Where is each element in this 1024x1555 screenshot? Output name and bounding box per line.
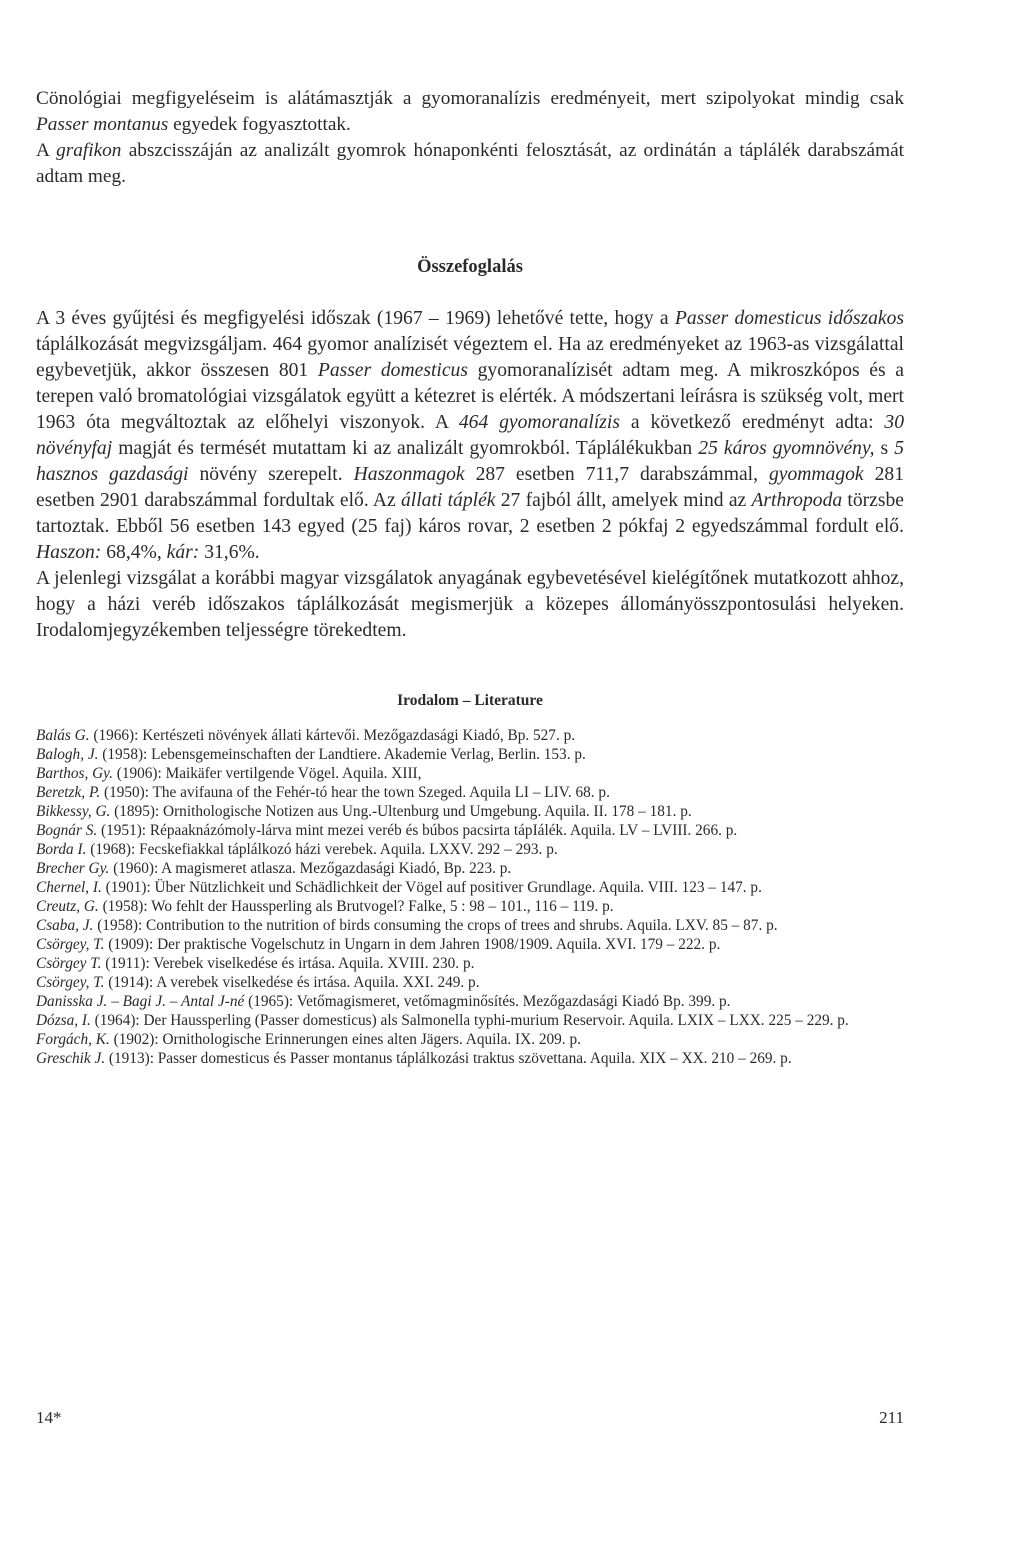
emphasis: 464 gyomoranalízis (458, 412, 620, 433)
references-list (36, 726, 904, 1068)
reference-entry (36, 802, 904, 821)
text-run: egyedek fogyasztottak. (168, 114, 351, 135)
reference-text: (1913): Passer domesticus és Passer montanus táplálkozási traktus szövettana. Aquila. XIX – XX. 210 – 269. p. (105, 1050, 792, 1067)
reference-author: Danisska J. – Bagi J. – Antal J-né (36, 993, 245, 1010)
reference-text: (1951): Répaaknázómoly-lárva mint mezei veréb és búbos pacsirta tápIálék. Aquila. LV – LVIII. 266. p. (97, 822, 738, 839)
intro-paragraph-1 (36, 86, 904, 138)
text-run: abszcisszáján az analizált gyomrok hónaponkénti felosztását, az ordinátán a táplálék darabszámát adtam meg. (36, 140, 904, 187)
text-run: Cönológiai megfigyeléseim is alátámasztják a gyomoranalízis eredményeit, mert szipolyokat mindig csak (36, 88, 904, 109)
reference-entry (36, 859, 904, 878)
reference-text: (1964): Der Haussperling (Passer domesticus) als Salmonella typhi-murium Reservoir. Aquila. LXIX – LXX. 225 – 229. p. (90, 1012, 849, 1029)
reference-text: (1906): Maikäfer vertilgende Vögel. Aquila. XIII, (112, 765, 422, 782)
reference-text: (1902): Ornithologische Erinnerungen eines alten Jägers. Aquila. IX. 209. p. (109, 1031, 581, 1048)
page-number: 211 (879, 1408, 904, 1427)
text-run: törzsbe tartoztak. Ebből 56 esetben 143 egyed (25 faj) káros rovar, 2 esetben 2 pókfaj 2 egyedszámmal fordult elő. (36, 490, 904, 537)
reference-author: Barthos, Gy. (36, 765, 113, 782)
reference-entry (36, 973, 904, 992)
emphasis: állati táplék (400, 490, 496, 511)
intro-paragraph-2 (36, 138, 904, 190)
emphasis: kár: (166, 542, 200, 563)
text-run: táplálkozását megvizsgáljam. 464 gyomor analízisét végeztem el. Ha az eredményeket az 1963-as vizsgálattal egybevetjük, akkor összesen 801 (36, 334, 904, 381)
reference-entry (36, 992, 904, 1011)
species-name: Passer montanus (36, 114, 169, 135)
reference-author: Beretzk, P. (36, 784, 101, 801)
reference-entry (36, 897, 904, 916)
text-run: 68,4%, (101, 542, 167, 563)
text-run: magját és termését mutattam ki az analizált gyomrokból. Táplálékukban (112, 438, 699, 459)
reference-text: (1950): The avifauna of the Fehér-tó hear the town Szeged. Aquila LI – LIV. 68. p. (100, 784, 610, 801)
signature-mark: 14* (36, 1408, 62, 1427)
reference-text: (1901): Über Nützlichkeit und Schädlichkeit der Vögel auf positiver Grundlage. Aquila. VIII. 123 – 147. p. (101, 879, 762, 896)
text-run: a következő eredményt adta: (619, 412, 885, 433)
emphasis: grafikon (56, 140, 122, 161)
reference-text: (1911): Verebek viselkedése és irtása. Aquila. XVIII. 230. p. (101, 955, 475, 972)
intro-section (36, 86, 904, 190)
reference-text: (1968): Fecskefiakkal táplálkozó házi verebek. Aquila. LXXV. 292 – 293. p. (86, 841, 558, 858)
emphasis: Haszon: (36, 542, 102, 563)
reference-entry (36, 783, 904, 802)
reference-text: (1909): Der praktische Vogelschutz in Ungarn in dem Jahren 1908/1909. Aquila. XVI. 179 – 222. p. (104, 936, 721, 953)
emphasis: 25 káros gyomnövény, (698, 438, 875, 459)
reference-entry (36, 916, 904, 935)
reference-text: (1958): Contribution to the nutrition of birds consuming the crops of trees and shrubs. Aquila. LXV. 85 – 87. p. (93, 917, 778, 934)
reference-author: Forgách, K. (36, 1031, 110, 1048)
text-run: s (874, 438, 895, 459)
reference-text: (1958): Lebensgemeinschaften der Landtiere. Akademie Verlag, Berlin. 153. p. (98, 746, 586, 763)
reference-author: Bognár S. (36, 822, 98, 839)
reference-entry (36, 840, 904, 859)
text-run: A 3 éves gyűjtési és megfigyelési időszak (1967 – 1969) lehetővé tette, hogy a (36, 308, 675, 329)
reference-text: (1966): Kertészeti növények állati kártevői. Mezőgazdasági Kiadó, Bp. 527. p. (89, 727, 576, 744)
emphasis: 5 hasznos gazdasági (36, 438, 904, 485)
page-content (36, 86, 904, 1068)
text-run: 31,6%. (199, 542, 260, 563)
summary-section (36, 306, 904, 644)
references-title: Irodalom – Literature (397, 692, 543, 709)
text-run: gyomoranalízisét adtam meg. A mikroszkópos és a terepen való bromatológiai vizsgálatok együtt a kétezret is elérték. A módszertani leírásra is szükség volt, mert 1963 óta megváltoztak az előhelyi viszonyok. A (36, 360, 904, 433)
reference-entry (36, 726, 904, 745)
reference-text: (1914): A verebek viselkedése és irtása. Aquila. XXI. 249. p. (104, 974, 480, 991)
reference-author: Csörgey, T. (36, 936, 105, 953)
text-run: 281 esetben 2901 darabszámmal fordultak elő. Az (36, 464, 904, 511)
reference-entry (36, 954, 904, 973)
reference-entry (36, 745, 904, 764)
emphasis: Haszonmagok (353, 464, 465, 485)
text-run: A (36, 140, 57, 161)
emphasis: gyommagok (768, 464, 864, 485)
reference-author: Creutz, G. (36, 898, 99, 915)
summary-paragraph-2: A jelenlegi vizsgálat a korábbi magyar vizsgálatok anyagának egybevetésével kielégítőnek mutatkozott ahhoz, hogy a házi veréb időszakos táplálkozását megismerjük a közepes állományösszpontosulási helyeken. Irodalomjegyzékemben teljességre törekedtem. (36, 568, 904, 641)
reference-author: Balás G. (36, 727, 90, 744)
reference-entry (36, 878, 904, 897)
emphasis: Arthropoda (751, 490, 843, 511)
text-run: növény szerepelt. (188, 464, 354, 485)
summary-paragraph-1 (36, 306, 904, 566)
reference-entry (36, 935, 904, 954)
reference-text: (1958): Wo fehlt der Haussperling als Brutvogel? Falke, 5 : 98 – 101., 116 – 119. p. (98, 898, 614, 915)
reference-author: Csaba, J. (36, 917, 94, 934)
reference-author: Borda I. (36, 841, 87, 858)
reference-author: Csörgey T. (36, 955, 102, 972)
reference-author: Csörgey, T. (36, 974, 105, 991)
reference-entry (36, 1011, 904, 1030)
emphasis: Passer domesticus időszakos (674, 308, 904, 329)
reference-entry (36, 821, 904, 840)
reference-author: Balogh, J. (36, 746, 99, 763)
reference-text: (1960): A magismeret atlasza. Mezőgazdasági Kiadó, Bp. 223. p. (109, 860, 512, 877)
emphasis: 30 növényfaj (36, 412, 904, 459)
reference-entry (36, 1049, 904, 1068)
reference-author: Greschik J. (36, 1050, 106, 1067)
text-run: 27 fajból állt, amelyek mind az (495, 490, 752, 511)
emphasis: Passer domesticus (317, 360, 468, 381)
summary-title: Összefoglalás (417, 257, 523, 277)
reference-text: (1965): Vetőmagismeret, vetőmagminősítés. Mezőgazdasági Kiadó Bp. 399. p. (244, 993, 731, 1010)
text-run: 287 esetben 711,7 darabszámmal, (464, 464, 769, 485)
reference-author: Dózsa, I. (36, 1012, 91, 1029)
reference-author: Bikkessy, G. (36, 803, 111, 820)
reference-entry (36, 764, 904, 783)
reference-entry (36, 1030, 904, 1049)
reference-text: (1895): Ornithologische Notizen aus Ung.-Ultenburg und Umgebung. Aquila. II. 178 – 181. p. (110, 803, 692, 820)
reference-author: Chernel, I. (36, 879, 102, 896)
reference-author: Brecher Gy. (36, 860, 110, 877)
